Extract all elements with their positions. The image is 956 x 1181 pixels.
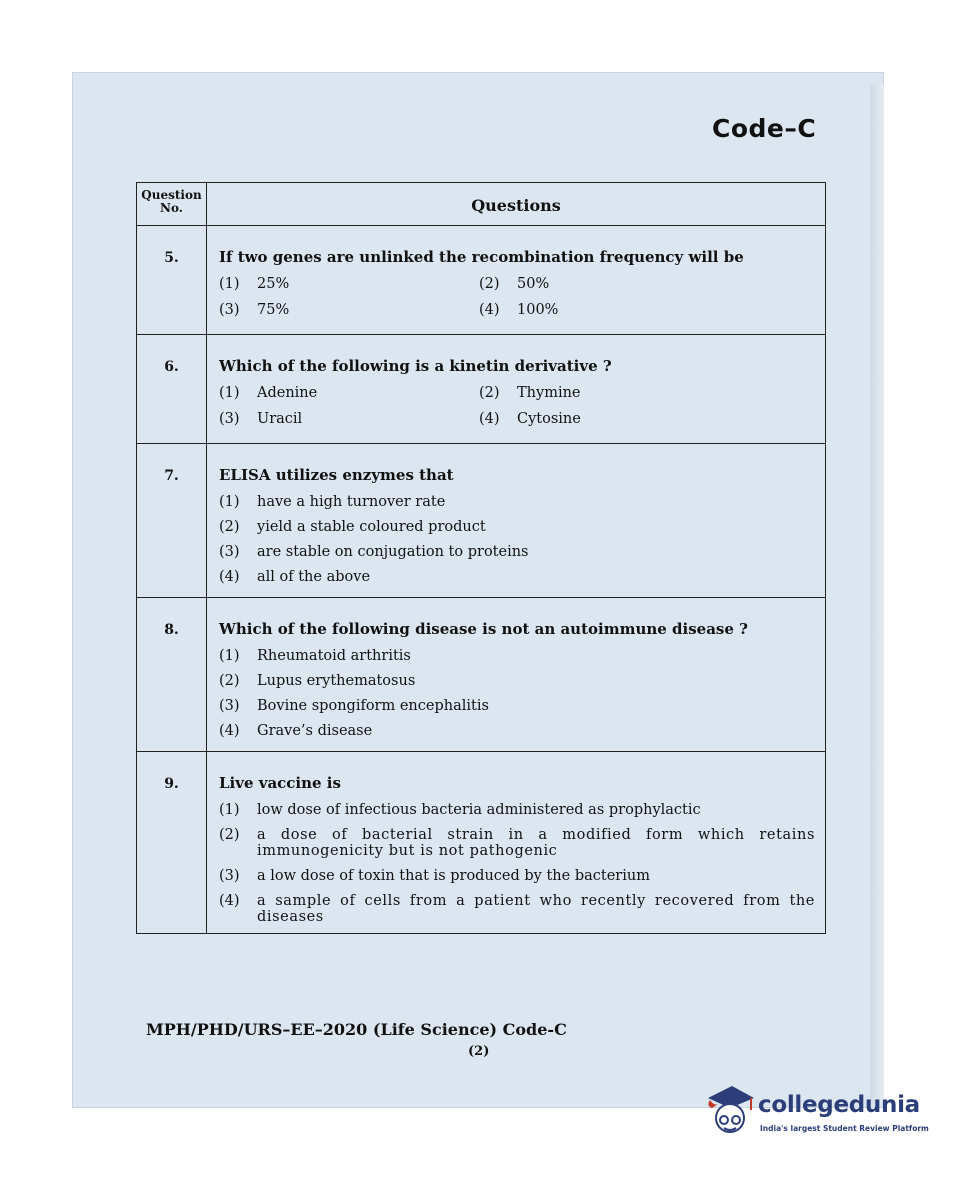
options-list [219, 494, 815, 585]
question-row [137, 335, 825, 444]
page-number: (2) [468, 1044, 490, 1059]
option-number: (2) [479, 276, 500, 292]
option-text: Uracil [257, 411, 303, 427]
option-number: (3) [219, 544, 240, 560]
column-header-question-no [137, 183, 207, 225]
brand-tagline: India's largest Student Review Platform [760, 1124, 929, 1133]
option-text: 25% [257, 276, 290, 292]
option-number: (2) [479, 385, 500, 401]
answer-option [219, 868, 815, 884]
answer-option [219, 544, 815, 560]
footer-title: MPH/PHD/URS–EE–2020 (Life Science) Code-C [146, 1020, 567, 1039]
option-number: (1) [219, 385, 240, 401]
option-text: Grave’s disease [257, 723, 373, 739]
option-text: low dose of infectious bacteria administered as prophylactic [257, 802, 701, 818]
answer-option [219, 519, 815, 535]
options-list [219, 276, 815, 318]
question-cell [207, 226, 825, 334]
answer-option [219, 673, 815, 689]
question-cell [207, 598, 825, 751]
option-text: Adenine [257, 385, 318, 401]
question-number: 5. [137, 226, 207, 334]
question-cell [207, 335, 825, 443]
option-number: (3) [219, 302, 240, 318]
option-text: a sample of cells from a patient who recently recovered from the diseases [257, 893, 815, 925]
option-text: are stable on conjugation to proteins [257, 544, 529, 560]
question-text: Which of the following disease is not an autoimmune disease ? [219, 620, 748, 638]
question-number: 8. [137, 598, 207, 751]
answer-option [219, 648, 815, 664]
option-number: (3) [219, 698, 240, 714]
option-number: (1) [219, 494, 240, 510]
option-number: (3) [219, 868, 240, 884]
answer-option [219, 411, 479, 427]
option-number: (4) [479, 302, 500, 318]
option-text: Rheumatoid arthritis [257, 648, 411, 664]
question-text: ELISA utilizes enzymes that [219, 466, 454, 484]
option-text: Cytosine [517, 411, 581, 427]
option-number: (4) [479, 411, 500, 427]
options-list [219, 648, 815, 739]
question-rows [137, 226, 825, 933]
answer-option [219, 802, 815, 818]
question-row [137, 752, 825, 933]
question-text: Live vaccine is [219, 774, 341, 792]
option-number: (4) [219, 893, 240, 909]
option-text: yield a stable coloured product [257, 519, 486, 535]
answer-option [219, 385, 479, 401]
answer-option [479, 385, 815, 401]
option-text: a low dose of toxin that is produced by the bacterium [257, 868, 650, 884]
option-number: (2) [219, 827, 240, 843]
paper-code: Code–C [712, 114, 817, 143]
option-number: (1) [219, 802, 240, 818]
option-text: all of the above [257, 569, 371, 585]
answer-option [219, 698, 815, 714]
question-cell [207, 444, 825, 597]
question-row [137, 598, 825, 752]
options-list [219, 802, 815, 925]
question-number: 6. [137, 335, 207, 443]
mascot-logo-icon [700, 1078, 756, 1142]
question-number: 9. [137, 752, 207, 933]
option-number: (3) [219, 411, 240, 427]
answer-option [219, 893, 815, 925]
answer-option [479, 276, 815, 292]
option-text: Thymine [517, 385, 581, 401]
option-number: (1) [219, 276, 240, 292]
answer-option [219, 494, 815, 510]
answer-option [479, 411, 815, 427]
brand-watermark [700, 1078, 940, 1158]
option-text: Lupus erythematosus [257, 673, 416, 689]
option-text: Bovine spongiform encephalitis [257, 698, 489, 714]
answer-option [219, 723, 815, 739]
option-number: (2) [219, 519, 240, 535]
question-table [136, 182, 826, 934]
option-text: a dose of bacterial strain in a modified form which retains immunogenicity but is not pathogenic [257, 827, 815, 859]
column-header-question-no-line1: Question [141, 188, 202, 202]
question-text: If two genes are unlinked the recombination frequency will be [219, 248, 744, 266]
option-number: (4) [219, 569, 240, 585]
question-text: Which of the following is a kinetin derivative ? [219, 357, 612, 375]
options-list [219, 385, 815, 427]
option-number: (4) [219, 723, 240, 739]
option-text: 100% [517, 302, 559, 318]
question-number: 7. [137, 444, 207, 597]
option-number: (1) [219, 648, 240, 664]
answer-option [219, 827, 815, 859]
answer-option [219, 276, 479, 292]
option-text: 75% [257, 302, 290, 318]
paper-edge [870, 84, 884, 1104]
answer-option [219, 569, 815, 585]
column-header-question-no-line2: No. [160, 201, 183, 215]
column-header-questions: Questions [471, 196, 561, 215]
option-number: (2) [219, 673, 240, 689]
option-text: have a high turnover rate [257, 494, 446, 510]
option-text: 50% [517, 276, 550, 292]
question-row [137, 226, 825, 335]
answer-option [219, 302, 479, 318]
brand-name: collegedunia [758, 1092, 920, 1118]
table-header [137, 183, 825, 226]
question-row [137, 444, 825, 598]
answer-option [479, 302, 815, 318]
question-cell [207, 752, 825, 933]
